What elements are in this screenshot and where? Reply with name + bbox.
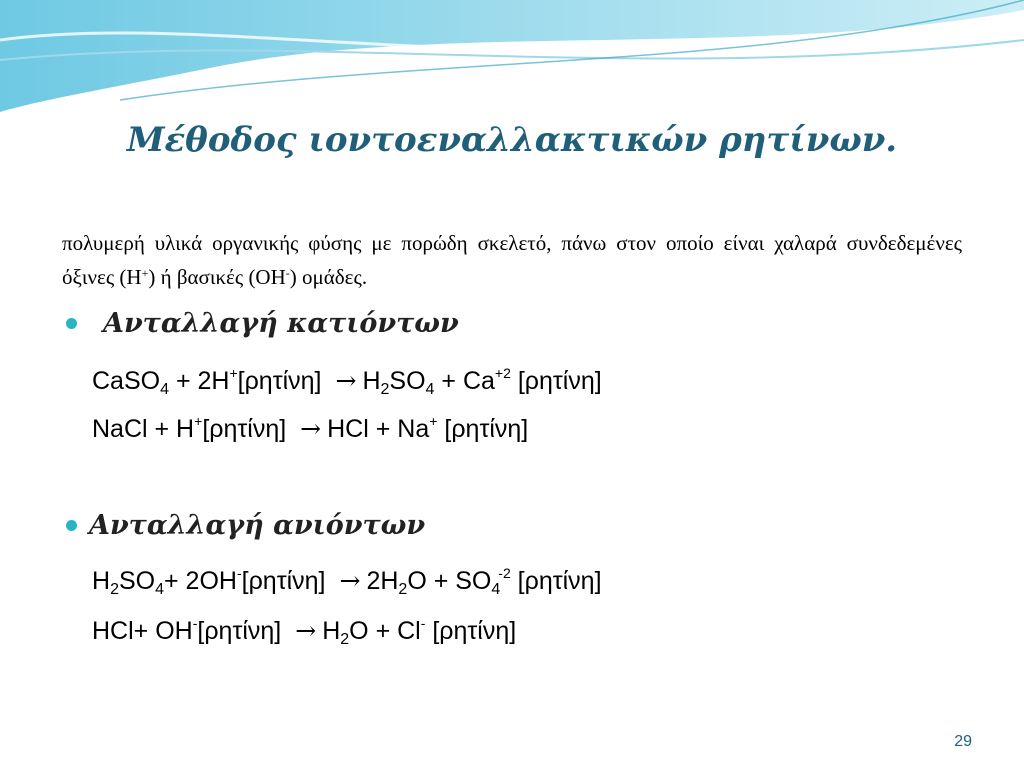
arrow-icon: → xyxy=(339,566,361,595)
equation-nacl: NaCl + H+[ρητίνη] → HCl + Na+ [ρητίνη] xyxy=(92,413,529,443)
slide-title: Μέθοδος ιοντοεναλλακτικών ρητίνων. xyxy=(126,120,898,160)
intro-paragraph: πολυμερή υλικά οργανικής φύσης με πορώδη σκελετό, πάνω στον οποίο είναι χαλαρά συνδεδεμένες όξινες (Η+) ή βασικές (ΟΗ-) ομάδες. xyxy=(62,231,962,289)
equation-h2so4: $H_2SO_4+ 2OH^-[\rho\eta\tau ί\nu\eta] \to 2H_2O + SO_4^{-2}$ [ρητίνη] xyxy=(92,565,602,598)
header-wave-decoration xyxy=(0,0,1024,130)
bullet-icon xyxy=(66,318,77,329)
section-heading: Ανταλλαγή κατιόντων xyxy=(103,308,459,339)
anion-exchange-heading-row xyxy=(66,510,425,541)
equation-caso4: CaSO$_4$ + $2H^+[\rho\eta\tau ί\nu\eta] \to H_2SO_4 + Ca^{+2}$ [ρητίνη] xyxy=(92,365,602,398)
cation-exchange-heading-row xyxy=(66,308,459,339)
bullet-icon xyxy=(66,520,77,531)
page-number: 29 xyxy=(954,733,972,750)
arrow-icon: → xyxy=(295,616,317,645)
arrow-icon: → xyxy=(300,414,322,443)
arrow-icon: → xyxy=(335,366,357,395)
section-heading: Ανταλλαγή ανιόντων xyxy=(89,510,426,541)
equation-hcl: $HCl+ OH^-[\rho\eta\tau ί\nu\eta] \to H_2O + Cl^-$ [ρητίνη] xyxy=(92,615,517,648)
